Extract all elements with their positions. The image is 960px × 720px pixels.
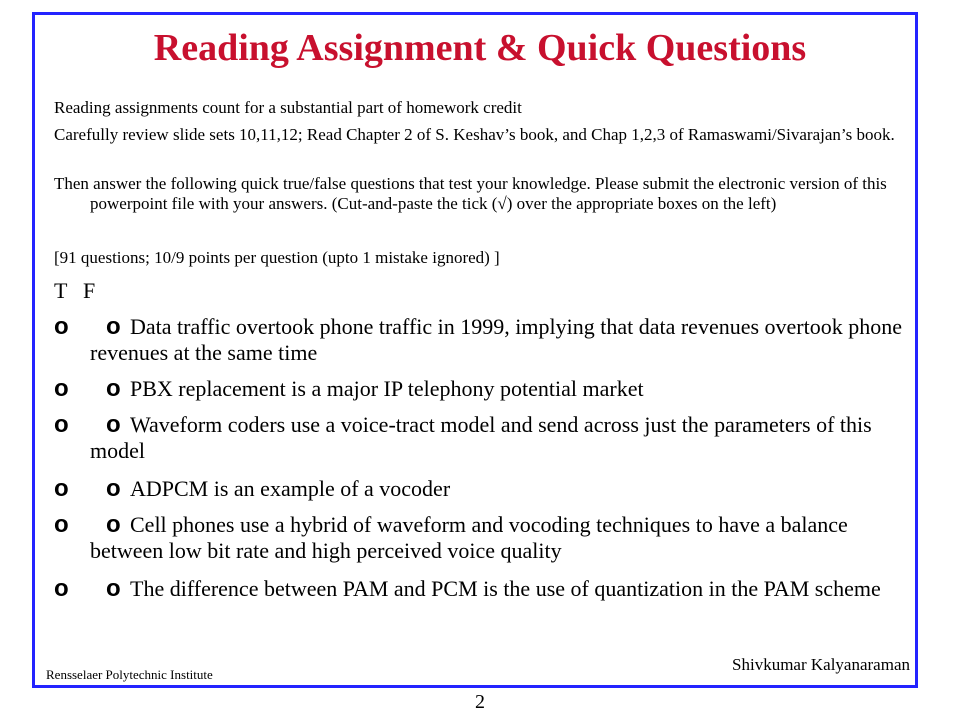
page-number: 2 [475,691,485,713]
question-text: Waveform coders use a voice-tract model and send across just the parameters of this model [90,412,872,463]
false-checkbox[interactable]: o [106,411,121,438]
question-text: Cell phones use a hybrid of waveform and vocoding techniques to have a balance between low bit rate and high perceived voice quality [90,512,848,563]
true-false-header [54,279,95,303]
question-item [54,314,910,366]
intro-review-slides: Carefully review slide sets 10,11,12; Read Chapter 2 of S. Keshav’s book, and Chap 1,2,3 of Ramaswami/Sivarajan’s book. [54,125,895,144]
true-column-label: T [54,278,68,303]
question-item [54,376,910,402]
question-text: ADPCM is an example of a vocoder [130,476,451,501]
author-footer: Shivkumar Kalyanaraman [732,655,910,674]
true-checkbox[interactable]: o [54,475,69,502]
question-text: The difference between PAM and PCM is the use of quantization in the PAM scheme [130,576,881,601]
institution-footer: Rensselaer Polytechnic Institute [46,667,213,682]
false-checkbox[interactable]: o [106,475,121,502]
false-checkbox[interactable]: o [106,375,121,402]
false-checkbox[interactable]: o [106,511,121,538]
question-item [54,512,910,564]
true-checkbox[interactable]: o [54,375,69,402]
slide-title: Reading Assignment & Quick Questions [153,27,807,69]
question-item [54,412,910,464]
false-checkbox[interactable]: o [106,313,121,340]
true-checkbox[interactable]: o [54,575,69,602]
intro-instructions: Then answer the following quick true/false questions that test your knowledge. Please submit the electronic version of this powerpoint file with your answers. (Cut-and-paste the tick (√) over the appropriate boxes on the left) [54,174,887,213]
true-checkbox[interactable]: o [54,511,69,538]
false-checkbox[interactable]: o [106,575,121,602]
true-checkbox[interactable]: o [54,313,69,340]
question-item [54,576,910,602]
false-column-label: F [82,278,96,303]
intro-reading-credit: Reading assignments count for a substantial part of homework credit [54,98,522,117]
true-checkbox[interactable]: o [54,411,69,438]
question-text: Data traffic overtook phone traffic in 1999, implying that data revenues overtook phone revenues at the same time [90,314,903,365]
intro-scoring: [91 questions; 10/9 points per question (upto 1 mistake ignored) ] [54,248,500,267]
question-item [54,476,910,502]
question-text: PBX replacement is a major IP telephony potential market [130,376,644,401]
